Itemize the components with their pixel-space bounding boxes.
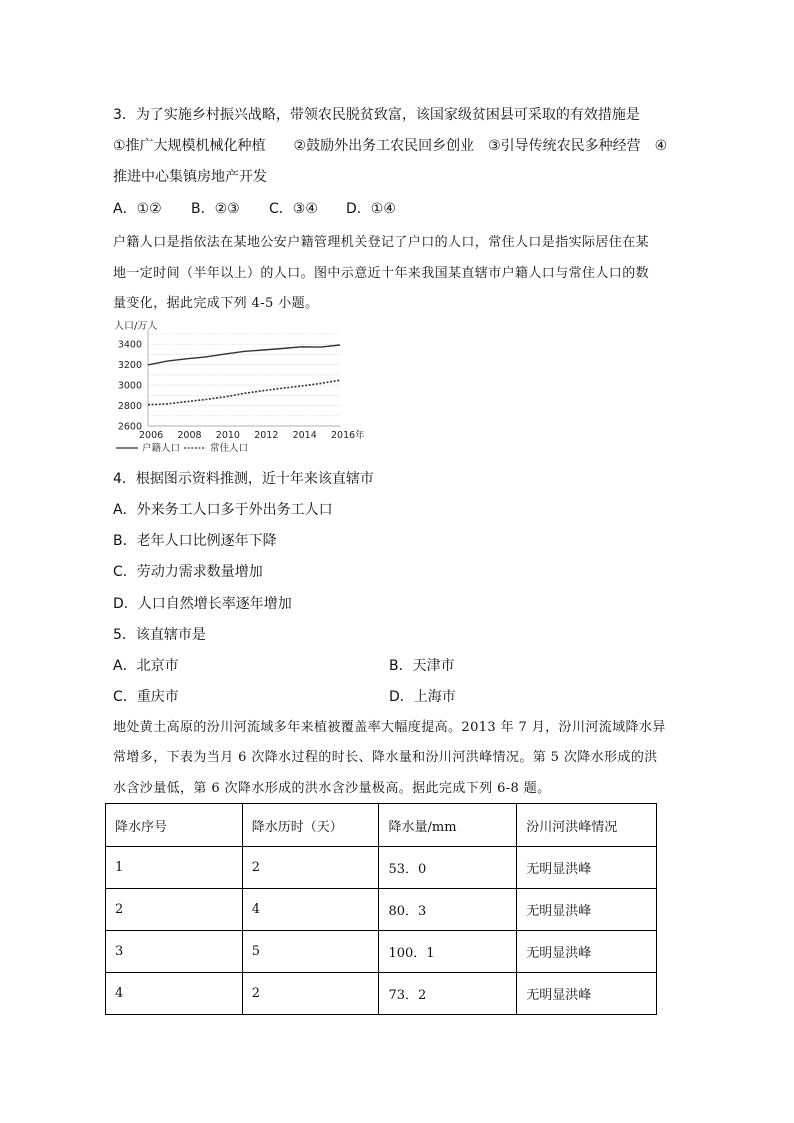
q5-stem: 5．该直辖市是 bbox=[113, 627, 206, 643]
q5-option-c: C．重庆市 bbox=[113, 689, 179, 705]
table-cell: 无明显洪峰 bbox=[517, 973, 657, 1015]
table-row bbox=[106, 847, 657, 889]
chart-ylabel: 人口/万人 bbox=[114, 321, 158, 332]
series-line-resident bbox=[148, 380, 340, 405]
q3-stem: 3．为了实施乡村振兴战略，带领农民脱贫致富，该国家级贫困县可采取的有效措施是 bbox=[113, 107, 640, 123]
q5-option-b: B．天津市 bbox=[389, 658, 455, 674]
intro1-line2: 地一定时间（半年以上）的人口。图中示意近十年来我国某直辖市户籍人口与常住人口的数 bbox=[113, 266, 650, 281]
x-tick-label: 2006 bbox=[139, 430, 164, 441]
q5-option-d: D．上海市 bbox=[389, 689, 456, 705]
table-row bbox=[106, 973, 657, 1015]
intro2-line3: 水含沙量低，第 6 次降水形成的洪水含沙量极高。据此完成下列 6-8 题。 bbox=[113, 781, 551, 796]
table-cell: 5 bbox=[242, 931, 379, 973]
q4-stem: 4．根据图示资料推测，近十年来该直辖市 bbox=[113, 471, 374, 487]
legend-label-household: 户籍人口 bbox=[142, 443, 181, 454]
table-cell: 53．0 bbox=[379, 847, 517, 889]
y-tick-label: 3400 bbox=[117, 339, 142, 351]
table-cell: 80．3 bbox=[379, 889, 517, 931]
x-tick-label: 2014 bbox=[292, 430, 317, 441]
legend-label-resident: 常住人口 bbox=[210, 443, 249, 454]
table-row bbox=[106, 889, 657, 931]
table-cell: 100．1 bbox=[379, 931, 517, 973]
table-cell: 无明显洪峰 bbox=[517, 931, 657, 973]
series-line-household bbox=[148, 345, 340, 365]
y-tick-label: 3000 bbox=[117, 380, 142, 392]
y-tick-label: 2800 bbox=[117, 401, 142, 413]
q3-option-b: B．②③ bbox=[191, 201, 240, 217]
table-cell: 2 bbox=[242, 973, 379, 1015]
q4-option-a: A．外来务工人口多于外出务工人口 bbox=[113, 502, 333, 518]
table-row bbox=[106, 931, 657, 973]
q4-option-b: B．老年人口比例逐年下降 bbox=[113, 533, 277, 549]
table-cell: 2 bbox=[106, 889, 243, 931]
q3-choices-line1: ①推广大规模机械化种植 ②鼓励外出务工农民回乡创业 ③引导传统农民多种经营 ④ bbox=[113, 138, 668, 154]
table-cell: 1 bbox=[106, 847, 243, 889]
x-tick-label: 2010 bbox=[215, 430, 240, 441]
q4-option-d: D．人口自然增长率逐年增加 bbox=[113, 596, 292, 612]
q3-option-c: C．③④ bbox=[269, 201, 318, 217]
table-header: 汾川河洪峰情况 bbox=[517, 804, 657, 847]
table-header-row bbox=[106, 804, 657, 847]
table-header: 降水序号 bbox=[106, 804, 243, 847]
table-cell: 2 bbox=[242, 847, 379, 889]
intro1-line3: 量变化，据此完成下列 4-5 小题。 bbox=[113, 296, 319, 311]
table-header: 降水历时（天） bbox=[242, 804, 379, 847]
x-tick-label: 2008 bbox=[177, 430, 202, 441]
table-cell: 无明显洪峰 bbox=[517, 847, 657, 889]
table-cell: 4 bbox=[242, 889, 379, 931]
q3-option-a: A．①② bbox=[113, 201, 162, 217]
x-tick-label: 2016年 bbox=[331, 430, 365, 441]
precipitation-table bbox=[105, 803, 657, 1015]
population-chart bbox=[108, 314, 365, 460]
q3-option-d: D．①④ bbox=[346, 201, 396, 217]
table-cell: 4 bbox=[106, 973, 243, 1015]
table-header: 降水量/mm bbox=[379, 804, 517, 847]
intro1-line1: 户籍人口是指依法在某地公安户籍管理机关登记了户口的人口，常住人口是指实际居住在某 bbox=[113, 235, 650, 250]
q4-option-c: C．劳动力需求数量增加 bbox=[113, 564, 263, 580]
table-cell: 3 bbox=[106, 931, 243, 973]
y-tick-label: 3200 bbox=[117, 360, 142, 372]
intro2-line1: 地处黄土高原的汾川河流域多年来植被覆盖率大幅度提高。2013 年 7 月，汾川河流域降水异 bbox=[113, 720, 666, 735]
q5-option-a: A．北京市 bbox=[113, 658, 179, 674]
y-tick-label: 2600 bbox=[117, 421, 142, 433]
x-tick-label: 2012 bbox=[254, 430, 279, 441]
table-cell: 无明显洪峰 bbox=[517, 889, 657, 931]
table-cell: 73．2 bbox=[379, 973, 517, 1015]
q3-choices-line2: 推进中心集镇房地产开发 bbox=[113, 169, 267, 185]
intro2-line2: 常增多，下表为当月 6 次降水过程的时长、降水量和汾川河洪峰情况。第 5 次降水形成的洪 bbox=[113, 750, 658, 765]
